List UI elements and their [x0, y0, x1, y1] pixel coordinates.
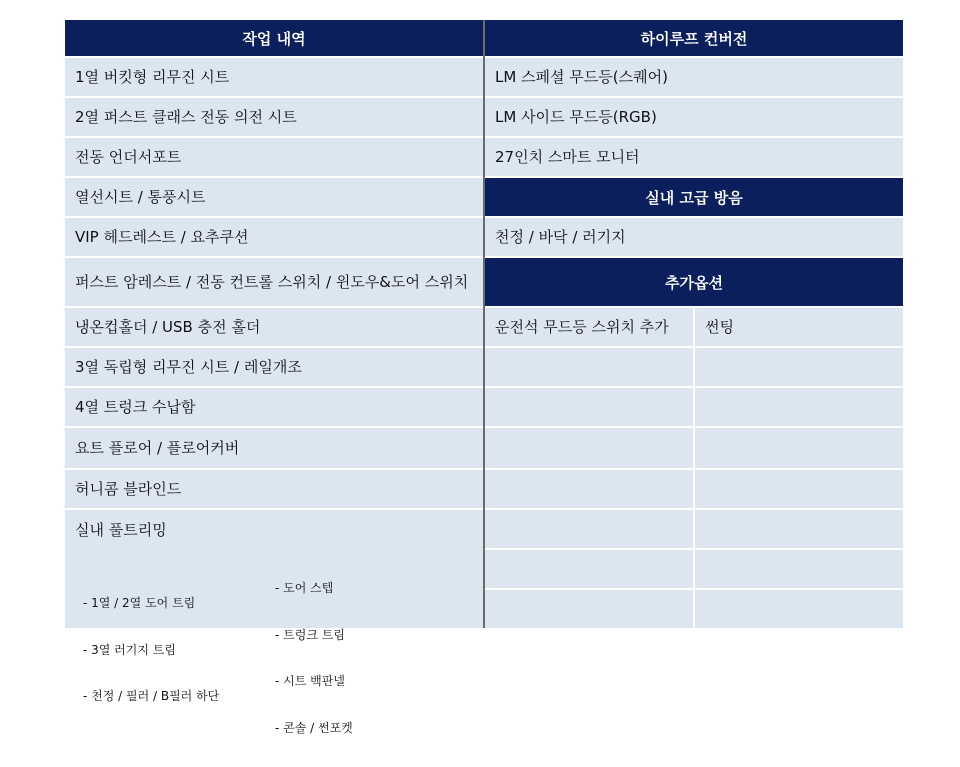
option-empty-cell [485, 388, 693, 426]
soundproof-header: 실내 고급 방음 [485, 178, 903, 216]
option-empty-cell [485, 470, 693, 508]
trim-details-col2 [275, 550, 353, 767]
option-empty-cell [695, 348, 903, 386]
option-empty-cell [485, 590, 693, 628]
option-empty-cell [695, 428, 903, 468]
option-empty-cell [485, 348, 693, 386]
left-row-6: 퍼스트 암레스트 / 전동 컨트롤 스위치 / 윈도우&도어 스위치 [65, 258, 483, 306]
work-table [65, 20, 903, 735]
conversion-item-2: LM 사이드 무드등(RGB) [485, 98, 903, 136]
option-value: 썬팅 [695, 308, 903, 346]
option-empty-cell [695, 590, 903, 628]
option-empty-cell [695, 388, 903, 426]
soundproof-item: 천정 / 바닥 / 러기지 [485, 218, 903, 256]
option-empty-cell [695, 550, 903, 588]
left-row-2: 2열 퍼스트 클래스 전동 의전 시트 [65, 98, 483, 136]
trim-detail: - 3열 러기지 트림 [83, 642, 176, 657]
option-empty-cell [485, 510, 693, 548]
column-divider [483, 20, 485, 628]
right-header: 하이루프 컨버전 [485, 20, 903, 56]
left-row-5: VIP 헤드레스트 / 요추쿠션 [65, 218, 483, 256]
left-header: 작업 내역 [65, 20, 483, 56]
trim-details-col1 [83, 565, 219, 736]
trim-detail: - 천정 / 필러 / B필러 하단 [83, 689, 220, 703]
trim-detail: - 시트 백판넬 [275, 674, 345, 688]
trim-detail: - 도어 스텝 [275, 581, 334, 595]
left-row-8: 3열 독립형 리무진 시트 / 레일개조 [65, 348, 483, 386]
left-row-10: 요트 플로어 / 플로어커버 [65, 428, 483, 468]
option-empty-cell [485, 550, 693, 588]
left-row-4: 열선시트 / 통풍시트 [65, 178, 483, 216]
left-row-9: 4열 트렁크 수납함 [65, 388, 483, 426]
trim-detail: - 콘솔 / 썬포켓 [275, 720, 353, 735]
option-name: 운전석 무드등 스위치 추가 [485, 308, 693, 346]
left-row-12 [65, 510, 483, 735]
option-empty-cell [695, 470, 903, 508]
conversion-item-1: LM 스페셜 무드등(스퀘어) [485, 58, 903, 96]
left-row-7: 냉온컵홀더 / USB 충전 홀더 [65, 308, 483, 346]
trim-title: 실내 풀트리밍 [75, 521, 167, 539]
left-row-3: 전동 언더서포트 [65, 138, 483, 176]
conversion-item-3: 27인치 스마트 모니터 [485, 138, 903, 176]
left-row-11: 허니콤 블라인드 [65, 470, 483, 508]
option-empty-cell [485, 428, 693, 468]
options-header: 추가옵션 [485, 258, 903, 306]
left-row-1: 1열 버킷형 리무진 시트 [65, 58, 483, 96]
trim-detail: - 트렁크 트림 [275, 627, 345, 642]
trim-detail: - 1열 / 2열 도어 트림 [83, 596, 196, 610]
option-empty-cell [695, 510, 903, 548]
